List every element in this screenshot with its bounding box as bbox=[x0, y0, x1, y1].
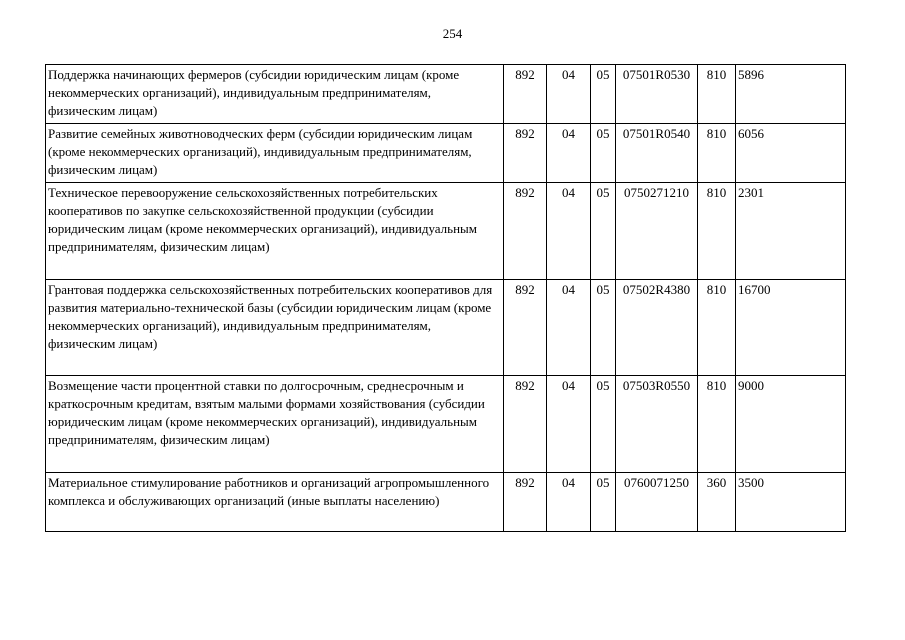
row-description: Грантовая поддержка сельскохозяйственных потребительских кооперативов для развития материально-технической базы (субсидии юридическим лицам (кроме некоммерческих организаций), индивидуальным предпринимателям, физическим лицам) bbox=[46, 280, 504, 376]
row-amount: 2301 bbox=[736, 183, 846, 280]
row-target-article-code: 07501R0530 bbox=[616, 65, 698, 124]
row-amount: 5896 bbox=[736, 65, 846, 124]
row-amount: 3500 bbox=[736, 473, 846, 532]
row-grbs-code: 892 bbox=[504, 376, 547, 473]
row-section-code: 04 bbox=[547, 65, 591, 124]
row-section-code: 04 bbox=[547, 376, 591, 473]
row-description: Техническое перевооружение сельскохозяйственных потребительских кооперативов по закупке сельскохозяйственной продукции (субсидии юридическим лицам (кроме некоммерческих организаций), индивидуальным предпринимателям, физическим лицам) bbox=[46, 183, 504, 280]
row-subsection-code: 05 bbox=[591, 65, 616, 124]
row-section-code: 04 bbox=[547, 183, 591, 280]
row-subsection-code: 05 bbox=[591, 376, 616, 473]
row-subsection-code: 05 bbox=[591, 183, 616, 280]
row-target-article-code: 0750271210 bbox=[616, 183, 698, 280]
row-grbs-code: 892 bbox=[504, 124, 547, 183]
row-amount: 6056 bbox=[736, 124, 846, 183]
row-subsection-code: 05 bbox=[591, 124, 616, 183]
row-section-code: 04 bbox=[547, 280, 591, 376]
row-expense-type-code: 810 bbox=[698, 65, 736, 124]
row-target-article-code: 07502R4380 bbox=[616, 280, 698, 376]
row-grbs-code: 892 bbox=[504, 65, 547, 124]
row-description: Возмещение части процентной ставки по долгосрочным, среднесрочным и краткосрочным кредитам, взятым малыми формами хозяйствования (субсидии юридическим лицам (кроме некоммерческих организаций), индивидуальным предпринимателям, физическим лицам) bbox=[46, 376, 504, 473]
row-target-article-code: 0760071250 bbox=[616, 473, 698, 532]
table-row bbox=[46, 183, 846, 280]
row-section-code: 04 bbox=[547, 124, 591, 183]
row-description: Поддержка начинающих фермеров (субсидии юридическим лицам (кроме некоммерческих организаций), индивидуальным предпринимателям, физическим лицам) bbox=[46, 65, 504, 124]
row-grbs-code: 892 bbox=[504, 280, 547, 376]
row-amount: 9000 bbox=[736, 376, 846, 473]
row-target-article-code: 07503R0550 bbox=[616, 376, 698, 473]
row-expense-type-code: 810 bbox=[698, 124, 736, 183]
row-target-article-code: 07501R0540 bbox=[616, 124, 698, 183]
row-subsection-code: 05 bbox=[591, 473, 616, 532]
row-expense-type-code: 810 bbox=[698, 376, 736, 473]
budget-table bbox=[45, 64, 846, 532]
row-expense-type-code: 810 bbox=[698, 280, 736, 376]
table-row bbox=[46, 280, 846, 376]
table-row bbox=[46, 124, 846, 183]
row-grbs-code: 892 bbox=[504, 473, 547, 532]
row-subsection-code: 05 bbox=[591, 280, 616, 376]
row-amount: 16700 bbox=[736, 280, 846, 376]
table-row bbox=[46, 376, 846, 473]
page-number: 254 bbox=[442, 26, 463, 41]
row-description: Материальное стимулирование работников и организаций агропромышленного комплекса и обслуживающих организаций (иные выплаты населению) bbox=[46, 473, 504, 532]
table-row bbox=[46, 65, 846, 124]
row-description: Развитие семейных животноводческих ферм (субсидии юридическим лицам (кроме некоммерческих организаций), индивидуальным предпринимателям, физическим лицам) bbox=[46, 124, 504, 183]
row-expense-type-code: 360 bbox=[698, 473, 736, 532]
row-expense-type-code: 810 bbox=[698, 183, 736, 280]
row-section-code: 04 bbox=[547, 473, 591, 532]
row-grbs-code: 892 bbox=[504, 183, 547, 280]
table-row bbox=[46, 473, 846, 532]
